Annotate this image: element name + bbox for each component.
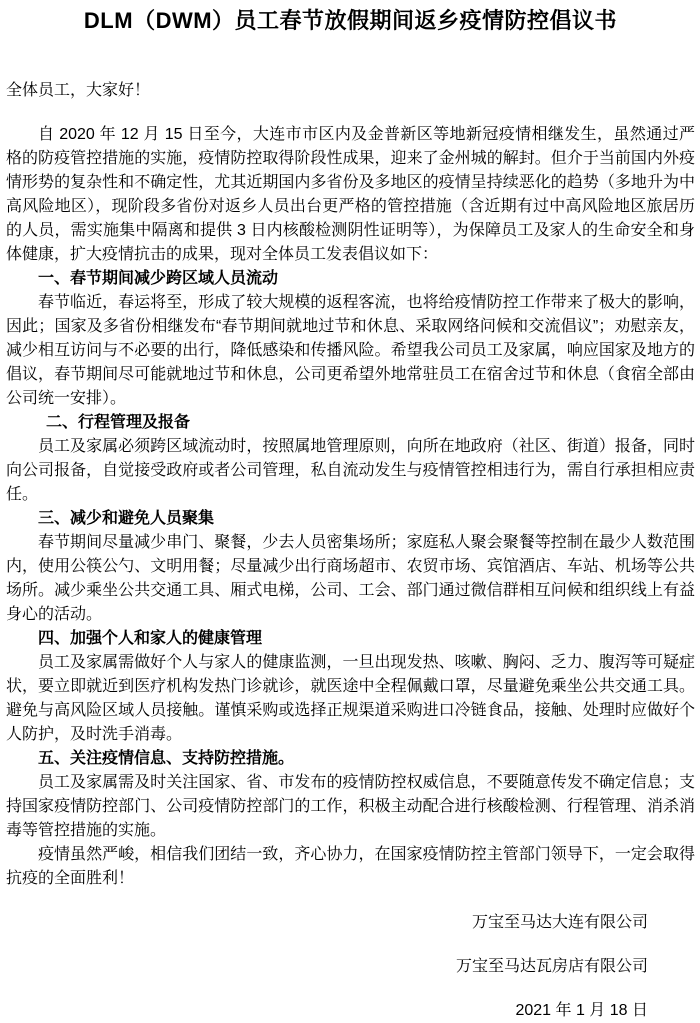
section-3	[6, 507, 695, 627]
signature-block	[6, 911, 695, 1023]
section-paragraph: 春节期间尽量减少串门、聚餐，少去人员密集场所；家庭私人聚会聚餐等控制在最少人数范围内，使用公筷公勺、文明用餐；尽量减少出行商场超市、农贸市场、宾馆酒店、车站、机场等公共场所。减少乘坐公共交通工具、厢式电梯，公司、工会、部门通过微信群相互问候和组织线上有益身心的活动。	[6, 534, 695, 623]
company-signature-1: 万宝至马达大连有限公司	[471, 914, 648, 931]
section-2	[6, 411, 695, 507]
section-1	[6, 267, 695, 411]
section-heading: 一、春节期间减少跨区域人员流动	[38, 270, 279, 287]
section-heading: 五、关注疫情信息、支持防控措施。	[38, 750, 295, 767]
section-heading: 二、行程管理及报备	[46, 414, 191, 431]
section-paragraph: 员工及家属需及时关注国家、省、市发布的疫情防控权威信息，不要随意传发不确定信息；支持国家疫情防控部门、公司疫情防控部门的工作，积极主动配合进行核酸检测、行程管理、消杀消毒等管控措施的实施。	[6, 774, 695, 839]
section-paragraph: 员工及家属需做好个人与家人的健康监测，一旦出现发热、咳嗽、胸闷、乏力、腹泻等可疑症状，要立即就近到医疗机构发热门诊就诊，就医途中全程佩戴口罩，尽量避免乘坐公共交通工具。避免与高风险区域人员接触。谨慎采购或选择正规渠道采购进口冷链食品，接触、处理时应做好个人防护，及时洗手消毒。	[6, 654, 695, 743]
date-line: 2021 年 1 月 18 日	[515, 1002, 648, 1019]
greeting-line: 全体员工，大家好！	[6, 82, 151, 99]
intro-paragraph: 自 2020 年 12 月 15 日至今，大连市市区内及金普新区等地新冠疫情相继发生，虽然通过严格的防疫管控措施的实施，疫情防控取得阶段性成果，迎来了金州城的解封。但介于当前国内外疫情形势的复杂性和不确定性，尤其近期国内多省份及多地区的疫情呈持续恶化的趋势（多地升为中高风险地区），现阶段多省份对返乡人员出台更严格的管控措施（含近期有过中高风险地区旅居历的人员，需实施集中隔离和提供 3 日内核酸检测阴性证明等），为保障员工及家人的生命安全和身体健康，扩大疫情抗击的成果，现对全体员工发表倡议如下：	[6, 126, 695, 263]
section-paragraph: 春节临近，春运将至，形成了较大规模的返程客流，也将给疫情防控工作带来了极大的影响，因此；国家及多省份相继发布“春节期间就地过节和休息、采取网络问候和交流倡议”；劝慰亲友，减少相互访问与不必要的出行，降低感染和传播风险。希望我公司员工及家属，响应国家及地方的倡议，春节期间尽可能就地过节和休息，公司更希望外地常驻员工在宿舍过节和休息（食宿全部由公司统一安排）。	[6, 294, 695, 407]
company-signature-2: 万宝至马达瓦房店有限公司	[455, 958, 648, 975]
section-4	[6, 627, 695, 747]
section-heading: 四、加强个人和家人的健康管理	[38, 630, 263, 647]
section-heading: 三、减少和避免人员聚集	[38, 510, 215, 527]
section-5	[6, 747, 695, 843]
document-title: DLM（DWM）员工春节放假期间返乡疫情防控倡议书	[83, 8, 618, 33]
section-paragraph: 员工及家属必须跨区域流动时，按照属地管理原则，向所在地政府（社区、街道）报备，同时向公司报备，自觉接受政府或者公司管理，私自流动发生与疫情管控相违行为，需自行承担相应责任。	[6, 438, 695, 503]
closing-paragraph: 疫情虽然严峻，相信我们团结一致，齐心协力，在国家疫情防控主管部门领导下，一定会取得抗疫的全面胜利！	[6, 846, 695, 887]
